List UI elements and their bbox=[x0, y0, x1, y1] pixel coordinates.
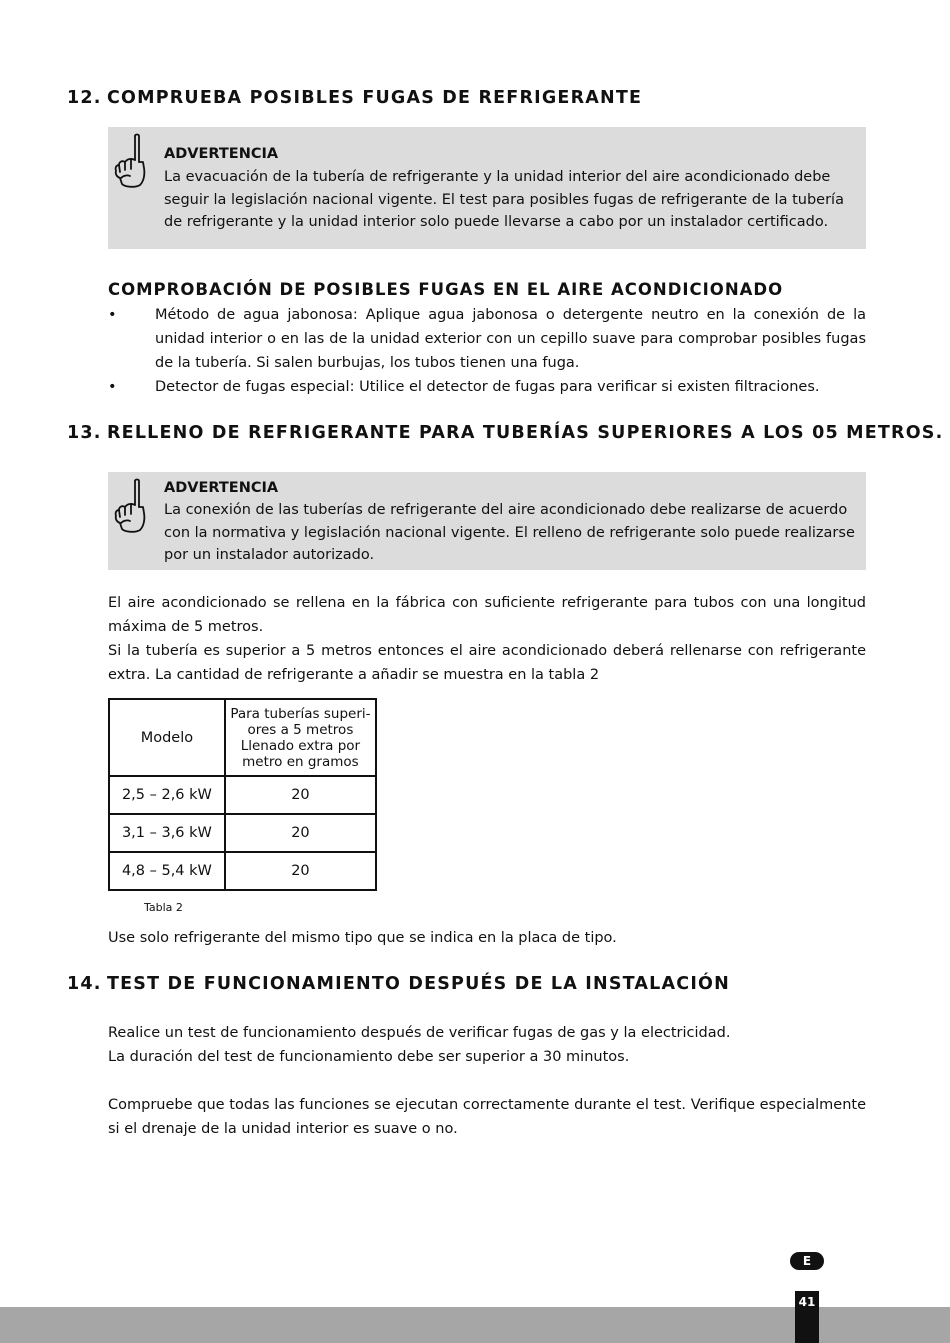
bullet-text: Método de agua jabonosa: Aplique agua jabonosa o detergente neutro en la conexión de la unidad interior o en las de la unidad exterior con un cepillo suave para comprobar posibles fugas de la tubería. Si salen burbujas, los tubos tienen una fuga. bbox=[155, 307, 866, 371]
header-cell-extra: Para tuberías superi-ores a 5 metros Llenado extra por metro en gramos bbox=[225, 699, 376, 776]
body-text bbox=[108, 591, 866, 687]
header-cell-model: Modelo bbox=[109, 699, 225, 776]
bullet-marker: • bbox=[108, 379, 117, 395]
table-row bbox=[109, 814, 376, 852]
refrigerant-table bbox=[108, 698, 377, 891]
section-13-heading bbox=[67, 423, 943, 443]
paragraph: Realice un test de funcionamiento después de verificar fugas de gas y la electricidad. bbox=[108, 1025, 731, 1041]
bullet-text: Detector de fugas especial: Utilice el detector de fugas para verificar si existen filtraciones. bbox=[155, 379, 820, 395]
language-badge: E bbox=[790, 1252, 824, 1270]
section-title: RELLENO DE REFRIGERANTE PARA TUBERÍAS SUPERIORES A LOS 05 METROS. bbox=[107, 423, 944, 443]
subheading: COMPROBACIÓN DE POSIBLES FUGAS EN EL AIRE ACONDICIONADO bbox=[108, 280, 784, 299]
body-text bbox=[108, 1021, 866, 1069]
paragraph: Compruebe que todas las funciones se ejecutan correctamente durante el test. Verifique especialmente si el drenaje de la unidad interior es suave o no. bbox=[108, 1097, 866, 1137]
list-item bbox=[108, 375, 866, 399]
paragraph: Use solo refrigerante del mismo tipo que se indica en la placa de tipo. bbox=[108, 930, 617, 946]
pointing-hand-icon bbox=[113, 132, 147, 190]
pointing-hand-icon bbox=[113, 477, 147, 535]
body-text bbox=[108, 1093, 866, 1141]
warning-text: La conexión de las tuberías de refrigerante del aire acondicionado debe realizarse de acuerdo con la normativa y legislación nacional vigente. El relleno de refrigerante solo puede realizarse por un instalador autorizado. bbox=[164, 502, 855, 563]
cell-grams: 20 bbox=[225, 776, 376, 814]
section-number: 12. bbox=[67, 88, 102, 108]
table-header-row bbox=[109, 699, 376, 776]
warning-box bbox=[108, 127, 866, 249]
table-row bbox=[109, 852, 376, 890]
table-row bbox=[109, 776, 376, 814]
section-title: COMPRUEBA POSIBLES FUGAS DE REFRIGERANTE bbox=[107, 88, 643, 108]
warning-box bbox=[108, 472, 866, 570]
cell-model: 2,5 – 2,6 kW bbox=[109, 776, 225, 814]
section-number: 13. bbox=[67, 423, 102, 443]
cell-grams: 20 bbox=[225, 852, 376, 890]
body-text bbox=[108, 926, 866, 950]
section-number: 14. bbox=[67, 974, 102, 994]
section-12-heading bbox=[67, 88, 642, 108]
cell-model: 3,1 – 3,6 kW bbox=[109, 814, 225, 852]
paragraph: Si la tubería es superior a 5 metros entonces el aire acondicionado deberá rellenarse con refrigerante extra. La cantidad de refrigerante a añadir se muestra en la tabla 2 bbox=[108, 643, 866, 683]
paragraph: La duración del test de funcionamiento debe ser superior a 30 minutos. bbox=[108, 1049, 630, 1065]
cell-grams: 20 bbox=[225, 814, 376, 852]
page-number: 41 bbox=[795, 1291, 819, 1343]
warning-title: ADVERTENCIA bbox=[164, 480, 279, 496]
list-item bbox=[108, 303, 866, 375]
paragraph: El aire acondicionado se rellena en la fábrica con suficiente refrigerante para tubos con una longitud máxima de 5 metros. bbox=[108, 595, 866, 635]
warning-title: ADVERTENCIA bbox=[164, 146, 279, 162]
warning-text: La evacuación de la tubería de refrigerante y la unidad interior del aire acondicionado debe seguir la legislación nacional vigente. El test para posibles fugas de refrigerante de la tubería de refrigerante y la unidad interior solo puede llevarse a cabo por un instalador certificado. bbox=[164, 169, 844, 230]
table-caption: Tabla 2 bbox=[144, 901, 183, 914]
bullet-marker: • bbox=[108, 307, 117, 323]
bullet-list bbox=[108, 303, 866, 399]
cell-model: 4,8 – 5,4 kW bbox=[109, 852, 225, 890]
section-title: TEST DE FUNCIONAMIENTO DESPUÉS DE LA INSTALACIÓN bbox=[107, 974, 730, 994]
section-14-heading bbox=[67, 974, 730, 994]
